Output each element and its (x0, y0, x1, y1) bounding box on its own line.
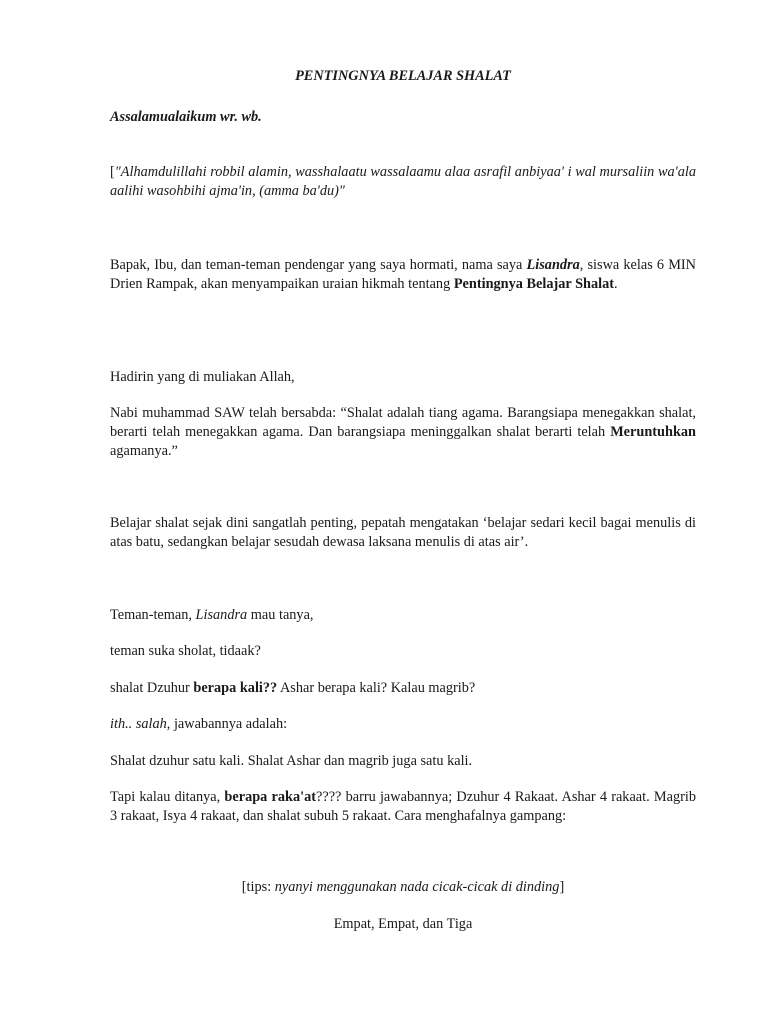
tips-italic: nyanyi menggunakan nada cicak-cicak di dinding (274, 879, 560, 895)
hadith-text-2: agamanya.” (110, 443, 178, 459)
rakaat-paragraph (110, 788, 696, 826)
salah-line (110, 715, 696, 734)
tips-close: ] (559, 879, 565, 895)
opening-prayer-text: "Alhamdulillahi robbil alamin, wasshalaatu wassalaamu alaa asrafil anbiyaa' i wal mursaliin wa'ala aalihi wasohbihi ajma'in, (amma ba'du)" (110, 164, 696, 199)
belajar-paragraph: Belajar shalat sejak dini sangatlah penting, pepatah mengatakan ‘belajar sedari kecil bagai menulis di atas batu, sedangkan belajar sesudah dewasa laksana menulis di atas air’. (110, 515, 696, 550)
greeting (110, 108, 696, 127)
dzuhur-bold: berapa kali?? (193, 680, 278, 696)
opening-prayer (110, 163, 696, 201)
greeting-text: Assalamualaikum wr. wb. (110, 109, 262, 125)
empat-line: Empat, Empat, dan Tiga (333, 916, 473, 932)
satu-kali-line: Shalat dzuhur satu kali. Shalat Ashar dan magrib juga satu kali. (110, 753, 473, 769)
intro-paragraph (110, 256, 696, 294)
intro-text-1: Bapak, Ibu, dan teman-teman pendengar yang saya hormati, nama saya (110, 257, 527, 273)
suka-line: teman suka sholat, tidaak? (110, 643, 261, 659)
teman-line (110, 606, 696, 625)
hadirin-greeting: Hadirin yang di muliakan Allah, (110, 369, 295, 385)
speaker-name: Lisandra (526, 257, 580, 273)
teman-text-2: mau tanya, (247, 607, 314, 623)
rakaat-text-1: Tapi kalau ditanya, (110, 789, 225, 805)
rakaat-bold: berapa raka'at (224, 789, 316, 805)
bracket-open: [ (110, 164, 115, 180)
hadith-text-1: Nabi muhammad SAW telah bersabda: “Shalat adalah tiang agama. Barangsiapa menegakkan shalat, berarti telah menegakkan agama. Dan barangsiapa meninggalkan shalat berarti telah (110, 405, 696, 440)
teman-text-1: Teman-teman, (110, 607, 196, 623)
salah-text: , jawabannya adalah: (166, 716, 288, 732)
document-title: PENTINGNYA BELAJAR SHALAT (295, 68, 511, 84)
hadith-bold: Meruntuhkan (610, 424, 696, 440)
dzuhur-text-2: Ashar berapa kali? Kalau magrib? (277, 680, 476, 696)
teman-name: Lisandra (195, 607, 248, 623)
dzuhur-text-1: shalat Dzuhur (110, 680, 194, 696)
hadith-paragraph (110, 404, 696, 461)
rakaat-text-2: ???? barru jawabannya; Dzuhur 4 Rakaat. Ashar 4 rakaat. Magrib 3 rakaat, Isya 4 rakaat, dan shalat subuh 5 rakaat. Cara menghafalnya gampang: (110, 789, 696, 824)
dzuhur-line (110, 679, 696, 698)
salah-italic: ith.. salah (110, 716, 167, 732)
intro-text-3: . (614, 276, 618, 292)
tips-open: [tips: (241, 879, 275, 895)
tips-line (110, 878, 696, 897)
topic-title: Pentingnya Belajar Shalat (453, 276, 615, 292)
intro-text-2: , siswa kelas 6 MIN Drien Rampak, akan menyampaikan uraian hikmah tentang (110, 257, 696, 292)
